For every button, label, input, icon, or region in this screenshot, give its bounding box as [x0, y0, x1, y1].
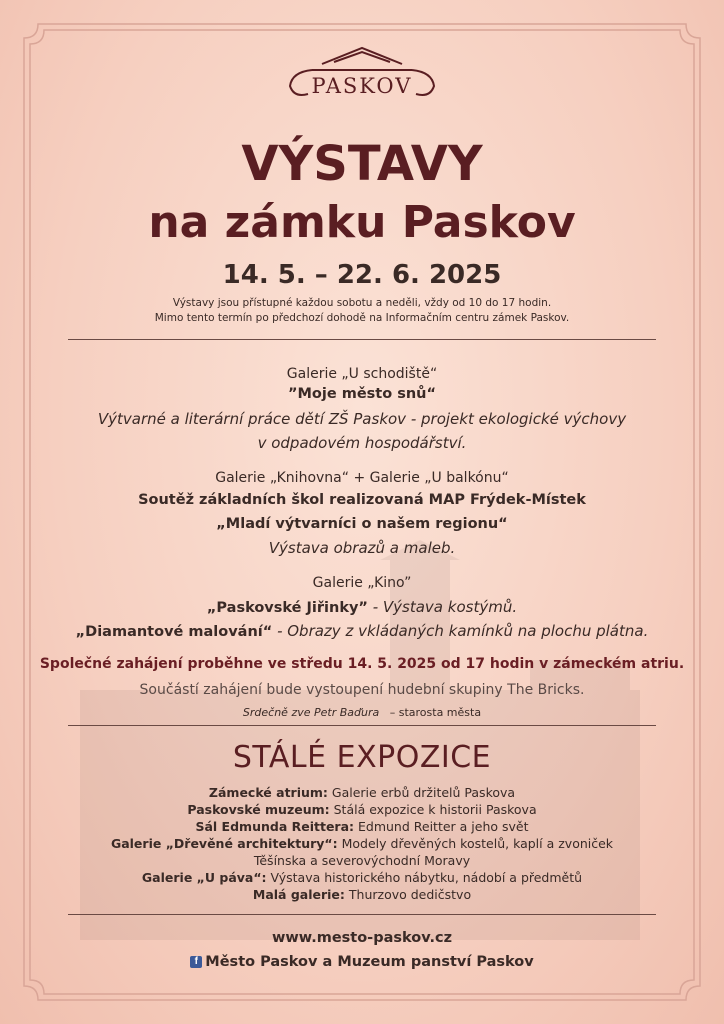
- permanent-item-desc: Edmund Reitter a jeho svět: [354, 819, 529, 834]
- permanent-item: [0, 869, 724, 886]
- gallery-2-name2: „Mladí výtvarníci o našem regionu“: [216, 516, 508, 532]
- divider-middle: [68, 725, 656, 726]
- gallery-3-label: Galerie „Kino”: [312, 575, 412, 591]
- permanent-item-desc: Galerie erbů držitelů Paskova: [327, 785, 516, 800]
- permanent-item-desc: Těšínska a severovýchodní Moravy: [253, 853, 471, 868]
- gallery-3-item1-name: „Paskovské Jiřinky”: [206, 600, 368, 616]
- website-link[interactable]: www.mesto-paskov.cz: [271, 930, 453, 946]
- permanent-item-name: Zámecké atrium:: [208, 785, 328, 800]
- permanent-item-name: Malá galerie:: [252, 887, 345, 902]
- gallery-1-label: Galerie „U schodiště“: [286, 366, 438, 382]
- permanent-item: [0, 784, 724, 801]
- permanent-item-name: Galerie „Dřevěné architektury“:: [110, 836, 338, 851]
- gallery-3-item2-desc: - Obrazy z vkládaných kamínků na plochu plátna.: [272, 622, 649, 640]
- info-line2: Mimo tento termín po předchozí dohodě na Informačním centru zámek Paskov.: [154, 312, 570, 324]
- gallery-1-desc2: v odpadovém hospodářství.: [257, 434, 467, 452]
- date-range: 14. 5. – 22. 6. 2025: [222, 260, 502, 290]
- permanent-item: [0, 835, 724, 852]
- gallery-3-item1-desc: - Výstava kostýmů.: [367, 598, 518, 616]
- opening-text: Společné zahájení proběhne ve středu 14. 5. 2025 od 17 hodin v zámeckém atriu.: [39, 656, 685, 672]
- permanent-list: [0, 784, 724, 903]
- permanent-item: [0, 852, 724, 869]
- permanent-item: [0, 886, 724, 903]
- permanent-item-name: Paskovské muzeum:: [187, 802, 330, 817]
- gallery-1-desc1: Výtvarné a literární práce dětí ZŠ Paskov - projekt ekologické výchovy: [97, 410, 627, 428]
- gallery-3-item2: [0, 621, 724, 640]
- gallery-3-item2-name: „Diamantové malování“: [75, 624, 273, 640]
- title-line1: VÝSTAVY: [241, 136, 483, 192]
- permanent-item: [0, 818, 724, 835]
- opening-band: Součástí zahájení bude vystoupení hudební skupiny The Bricks.: [139, 682, 585, 698]
- gallery-3-item1: [0, 597, 724, 616]
- facebook-link[interactable]: [0, 954, 724, 970]
- facebook-text: Město Paskov a Muzeum panství Paskov: [205, 954, 534, 970]
- invite-name: Srdečně zve Petr Baďura: [242, 706, 380, 719]
- logo-text: PASKOV: [311, 74, 413, 98]
- permanent-item-name: Galerie „U páva“:: [141, 870, 267, 885]
- permanent-item-name: Sál Edmunda Reittera:: [195, 819, 355, 834]
- invite-role: – starosta města: [389, 706, 482, 719]
- divider-bottom: [68, 914, 656, 915]
- gallery-2-desc: Výstava obrazů a maleb.: [268, 539, 456, 557]
- permanent-heading: STÁLÉ EXPOZICE: [232, 740, 492, 775]
- title-line2: na zámku Paskov: [148, 197, 576, 248]
- opening-invite: [0, 706, 724, 719]
- permanent-item-desc: Stálá expozice k historii Paskova: [329, 802, 537, 817]
- info-line1: Výstavy jsou přístupné každou sobotu a neděli, vždy od 10 do 17 hodin.: [172, 297, 552, 309]
- gallery-2-name1: Soutěž základních škol realizovaná MAP Frýdek-Místek: [138, 492, 586, 508]
- permanent-item: [0, 801, 724, 818]
- divider-top: [68, 339, 656, 340]
- facebook-icon: f: [190, 956, 202, 968]
- permanent-item-desc: Výstava historického nábytku, nádobí a předmětů: [266, 870, 583, 885]
- permanent-item-desc: Thurzovo dedičstvo: [344, 887, 472, 902]
- gallery-2-label: Galerie „Knihovna“ + Galerie „U balkónu“: [215, 470, 509, 486]
- permanent-item-desc: Modely dřevěných kostelů, kaplí a zvoniček: [337, 836, 614, 851]
- gallery-1-name: ”Moje město snů“: [287, 386, 437, 402]
